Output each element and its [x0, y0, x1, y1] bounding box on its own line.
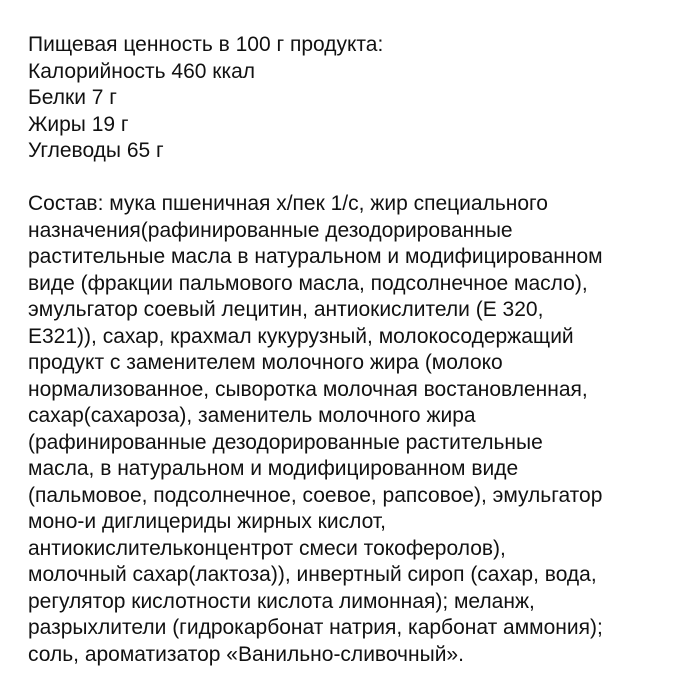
composition-line: Е321)), сахар, крахмал кукурузный, молокосодержащий — [28, 324, 574, 348]
composition-line: антиокислительконцентрот смеси токоферолов), — [28, 536, 506, 560]
composition-line: сахар(сахароза), заменитель молочного жира — [28, 404, 476, 427]
composition-line: регулятор кислотности кислота лимонная); меланж, — [28, 589, 535, 613]
composition-line: (пальмовое, подсолнечное, соевое, рапсовое), эмульгатор — [28, 483, 603, 507]
composition-line: виде (фракции пальмового масла, подсолнечное масло), — [28, 271, 588, 295]
nutrition-calories: Калорийность 460 ккал — [28, 59, 256, 83]
product-label-text — [28, 32, 678, 668]
composition-line: моно-и диглицериды жирных кислот, — [28, 510, 386, 533]
composition-line: растительные масла в натуральном и модифицированном — [28, 245, 603, 268]
composition-line: (рафинированные дезодорированные растительные — [28, 430, 543, 454]
nutrition-protein: Белки 7 г — [28, 86, 117, 109]
composition-block — [28, 191, 678, 668]
nutrition-carbs: Углеводы 65 г — [28, 139, 164, 162]
section-spacer — [28, 165, 678, 192]
composition-line: продукт с заменителем молочного жира (молоко — [28, 351, 503, 374]
composition-line: эмульгатор соевый лецитин, антиокислители (Е 320, — [28, 298, 544, 321]
nutrition-heading: Пищевая ценность в 100 г продукта: — [28, 33, 384, 56]
nutrition-fat: Жиры 19 г — [28, 112, 129, 136]
composition-line: назначения(рафинированные дезодорированные — [28, 218, 513, 242]
composition-line: масла, в натуральном и модифицированном виде — [28, 457, 519, 480]
composition-line: Состав: мука пшеничная х/пек 1/с, жир специального — [28, 192, 548, 215]
composition-line: соль, ароматизатор «Ванильно-сливочный». — [28, 642, 464, 666]
composition-line: нормализованное, сыворотка молочная востановленная, — [28, 377, 588, 401]
composition-line: молочный сахар(лактоза)), инвертный сироп (сахар, вода, — [28, 563, 597, 586]
composition-line: разрыхлители (гидрокарбонат натрия, карбонат аммония); — [28, 616, 603, 639]
